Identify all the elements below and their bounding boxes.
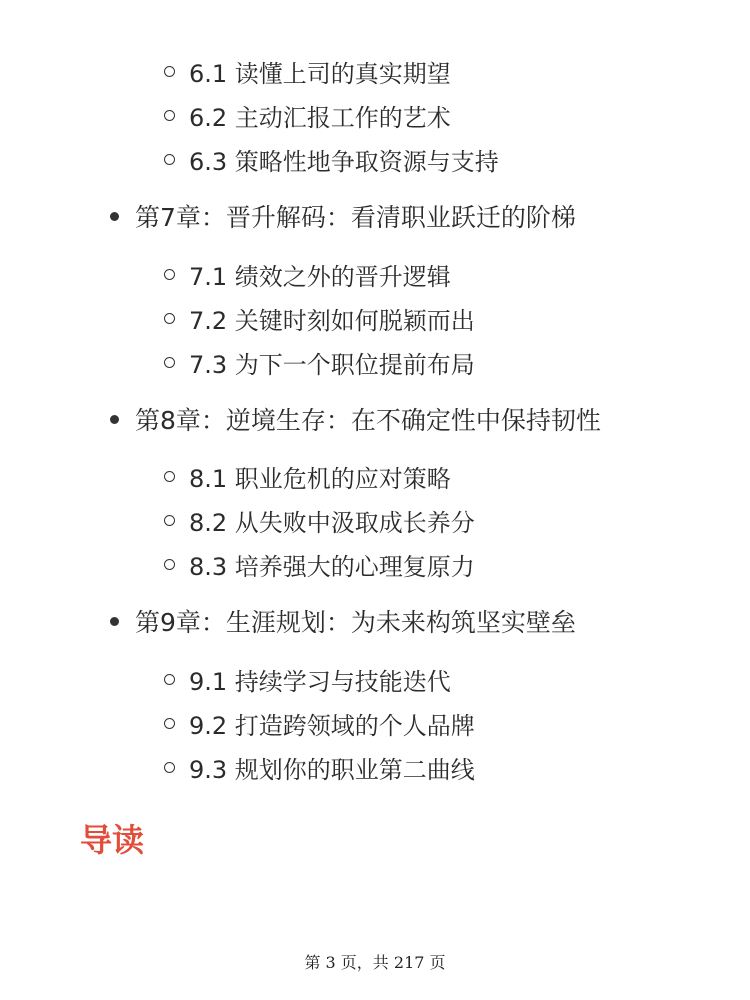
- toc-chapter-label: 第9章：生涯规划：为未来构筑坚实壁垒: [135, 608, 576, 637]
- filled-bullet-icon: [110, 415, 119, 424]
- toc-item-8-2[interactable]: [164, 502, 475, 538]
- hollow-bullet-icon: [164, 357, 175, 368]
- hollow-bullet-icon: [164, 110, 175, 121]
- hollow-bullet-icon: [164, 313, 175, 324]
- hollow-bullet-icon: [164, 269, 175, 280]
- filled-bullet-icon: [110, 212, 119, 221]
- toc-item-label: 7.2 关键时刻如何脱颖而出: [189, 306, 475, 335]
- hollow-bullet-icon: [164, 762, 175, 773]
- toc-chapter-9[interactable]: [110, 601, 576, 641]
- hollow-bullet-icon: [164, 66, 175, 77]
- toc-item-7-3[interactable]: [164, 344, 475, 380]
- toc-item-label: 8.3 培养强大的心理复原力: [189, 552, 475, 581]
- toc-chapter-7[interactable]: [110, 196, 576, 236]
- filled-bullet-icon: [110, 617, 119, 626]
- toc-item-8-3[interactable]: [164, 546, 475, 582]
- toc-item-6-1[interactable]: [164, 53, 451, 89]
- toc-item-label: 9.3 规划你的职业第二曲线: [189, 755, 475, 784]
- hollow-bullet-icon: [164, 674, 175, 685]
- hollow-bullet-icon: [164, 515, 175, 526]
- toc-item-8-1[interactable]: [164, 458, 451, 494]
- toc-item-7-2[interactable]: [164, 300, 475, 336]
- section-heading: 导读: [80, 821, 145, 859]
- toc-item-label: 8.1 职业危机的应对策略: [189, 464, 451, 493]
- hollow-bullet-icon: [164, 718, 175, 729]
- toc-item-9-2[interactable]: [164, 705, 475, 741]
- toc-item-6-2[interactable]: [164, 97, 451, 133]
- toc-chapter-8[interactable]: [110, 399, 601, 439]
- toc-item-label: 6.2 主动汇报工作的艺术: [189, 103, 451, 132]
- hollow-bullet-icon: [164, 559, 175, 570]
- toc-item-label: 8.2 从失败中汲取成长养分: [189, 508, 475, 537]
- toc-item-label: 7.1 绩效之外的晋升逻辑: [189, 262, 451, 291]
- toc-item-7-1[interactable]: [164, 256, 451, 292]
- page-footer: 第 3 页，共 217 页: [304, 953, 446, 972]
- toc-item-9-1[interactable]: [164, 661, 451, 697]
- toc-item-label: 7.3 为下一个职位提前布局: [189, 350, 475, 379]
- toc-chapter-label: 第8章：逆境生存：在不确定性中保持韧性: [135, 406, 601, 435]
- toc-chapter-label: 第7章：晋升解码：看清职业跃迁的阶梯: [135, 203, 576, 232]
- toc-item-label: 6.1 读懂上司的真实期望: [189, 59, 451, 88]
- toc-item-9-3[interactable]: [164, 749, 475, 785]
- toc-item-label: 9.1 持续学习与技能迭代: [189, 667, 451, 696]
- hollow-bullet-icon: [164, 471, 175, 482]
- hollow-bullet-icon: [164, 154, 175, 165]
- toc-item-label: 6.3 策略性地争取资源与支持: [189, 147, 499, 176]
- toc-item-label: 9.2 打造跨领域的个人品牌: [189, 711, 475, 740]
- toc-item-6-3[interactable]: [164, 141, 499, 177]
